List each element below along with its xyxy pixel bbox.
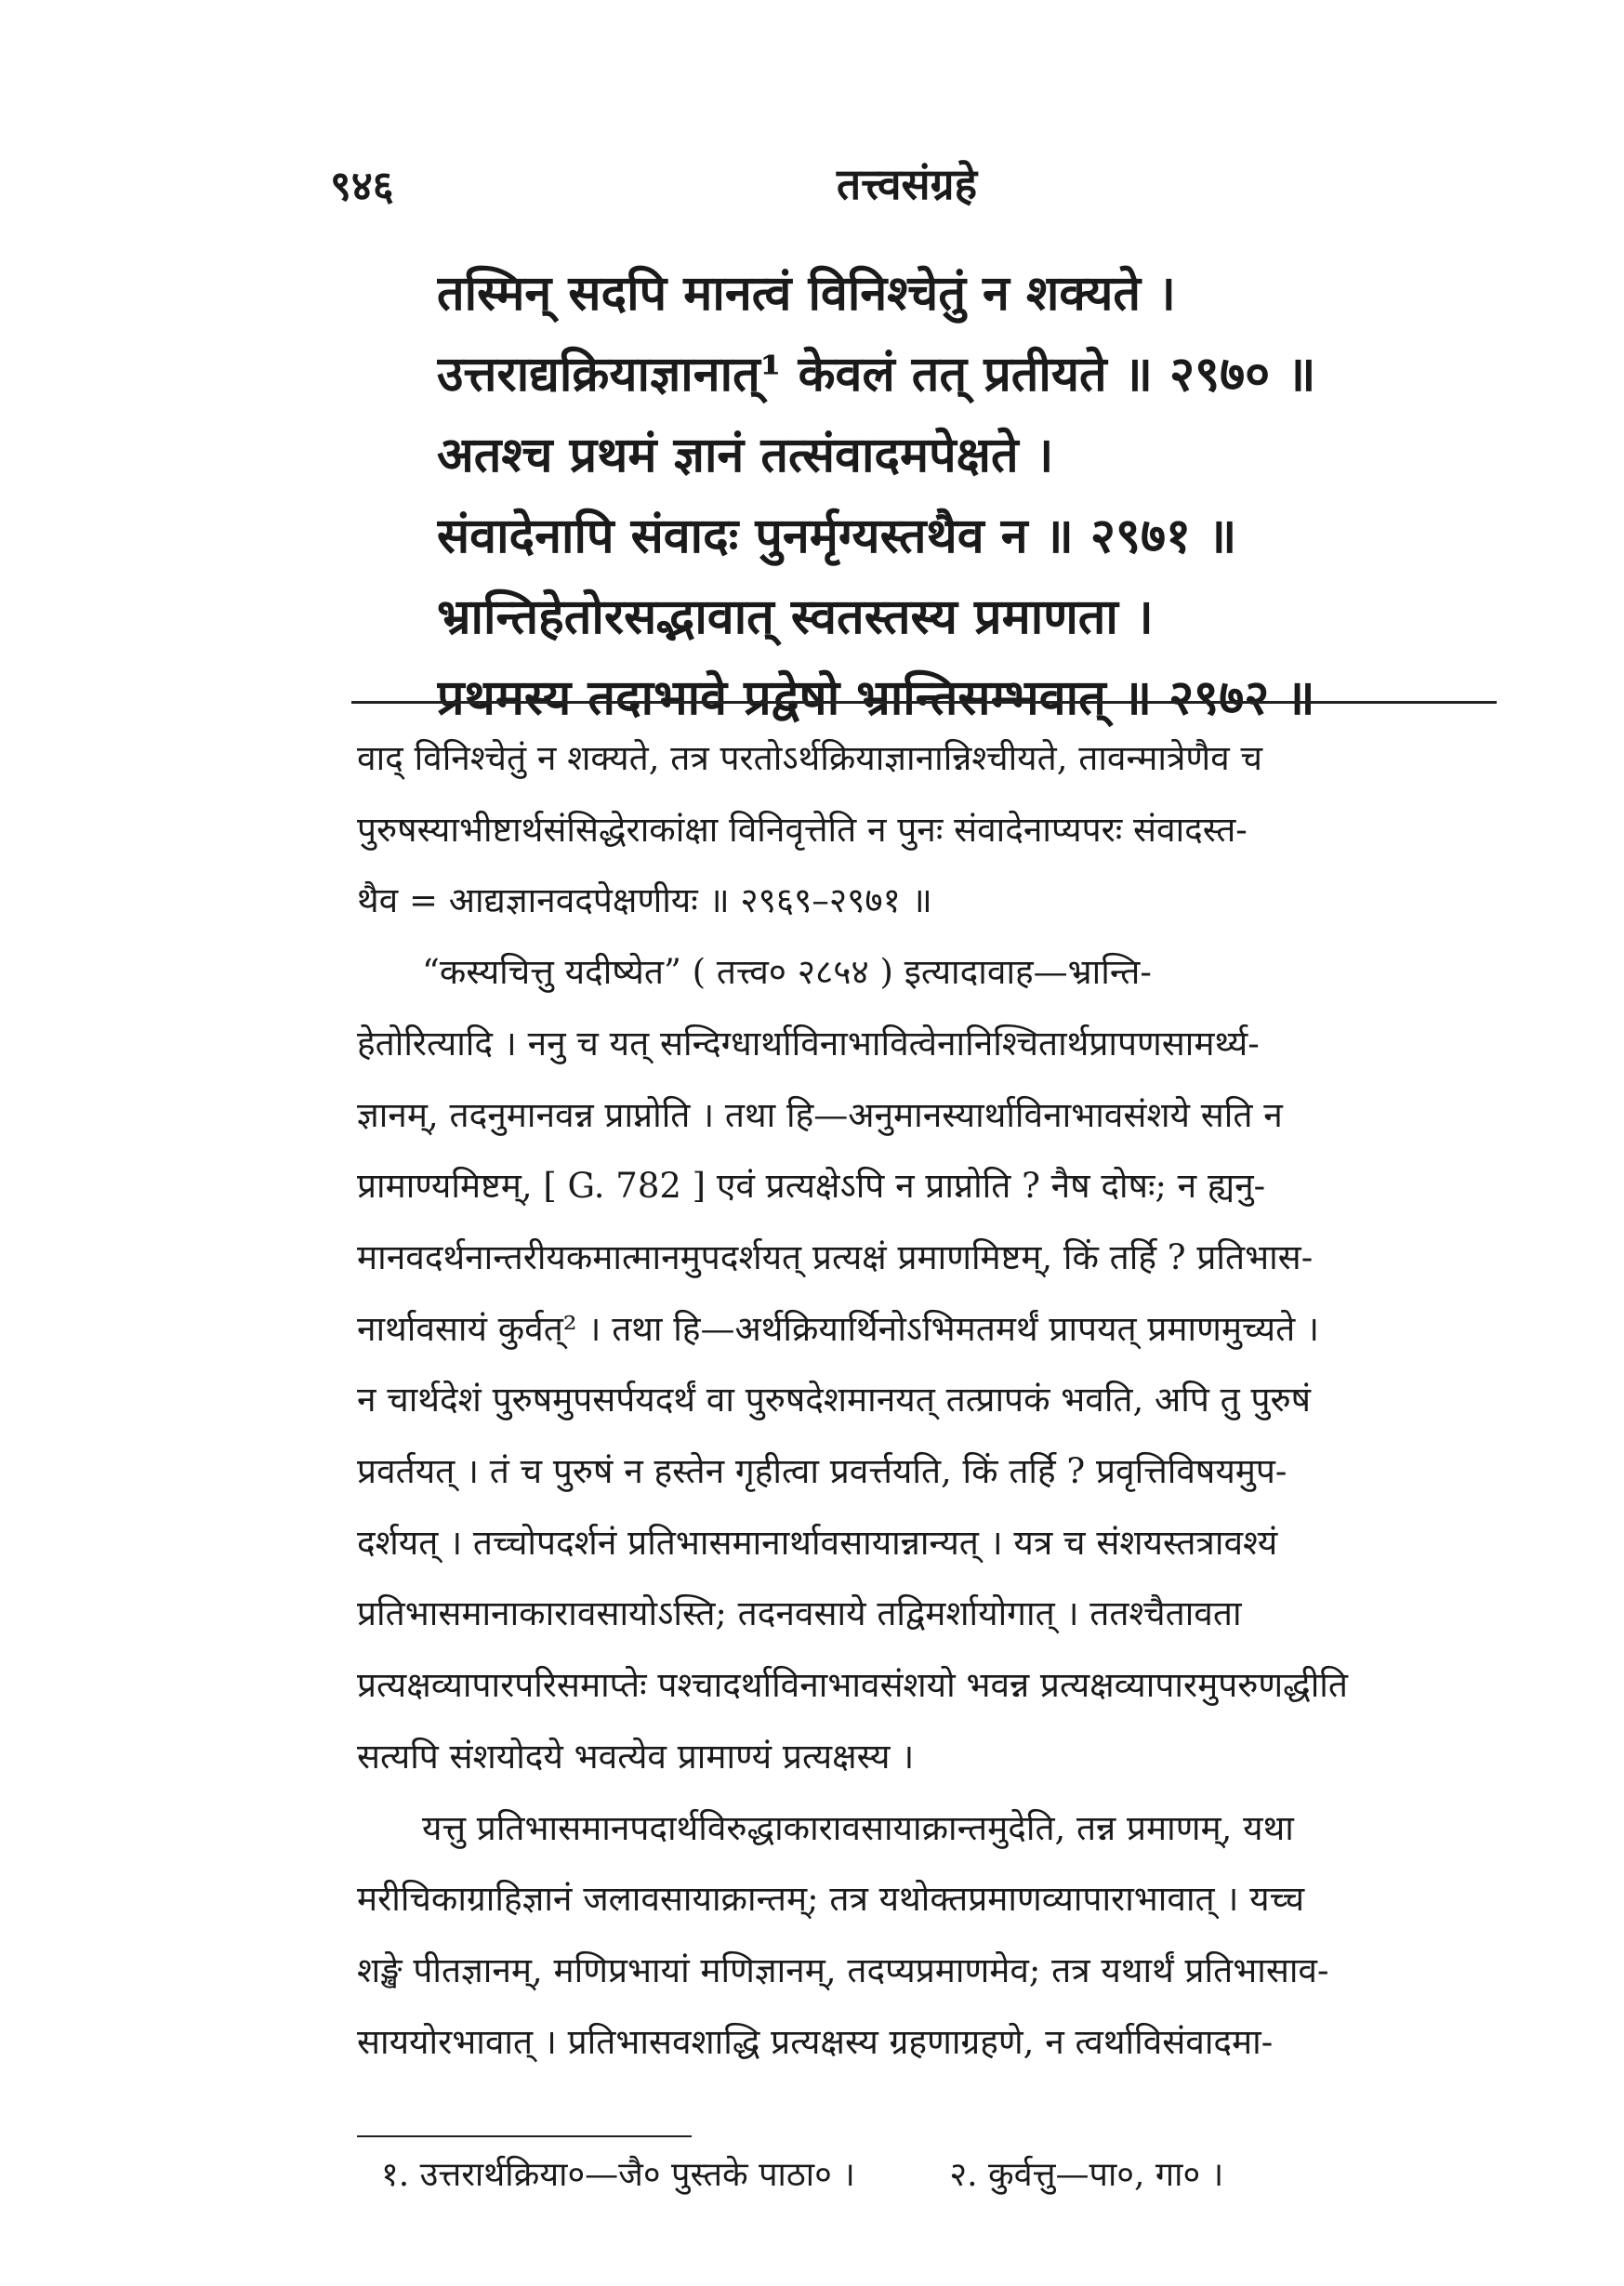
commentary-line: पुरुषस्याभीष्टार्थसंसिद्धेराकांक्षा विनिवृत्तेति न पुनः संवादेनाप्यपरः संवादस्त- [357, 809, 1248, 850]
verse-line: अतश्च प्रथमं ज्ञानं तत्संवादमपेक्षते । [437, 427, 1054, 483]
verse-line: प्रथमस्य तदाभावे प्रद्वेषो भ्रान्तिसम्भवात् ॥ २९७२ ॥ [437, 669, 1315, 726]
commentary-line: दर्शयत् । तच्चोपदर्शनं प्रतिभासमानार्थावसायान्नान्यत् । यत्र च संशयस्तत्रावश्यं [357, 1522, 1278, 1563]
commentary-line: थैव = आद्यज्ञानवदपेक्षणीयः ॥ २९६९–२९७१ ॥ [357, 880, 932, 921]
verse-separator-rule [351, 701, 1497, 704]
page-number: ९४६ [330, 163, 394, 210]
commentary-line: शङ्खे पीतज्ञानम्, मणिप्रभायां मणिज्ञानम्, तदप्यप्रमाणमेव; तत्र यथार्थं प्रतिभासाव- [357, 1949, 1329, 1990]
commentary-block [357, 723, 1519, 2078]
commentary-line: प्रामाण्यमिष्टम्, [ G. 782 ] एवं प्रत्यक्षेऽपि न प्राप्नोति ? नैष दोषः; न ह्यनु- [357, 1166, 1266, 1207]
footnote-2: २. कुर्वत्तु—पा०, गा० । [949, 2156, 1224, 2194]
commentary-line: प्रत्यक्षव्यापारपरिसमाप्तेः पश्चादर्थाविनाभावसंशयो भवन्न प्रत्यक्षव्यापारमुपरुणद्धीति [357, 1665, 1348, 1706]
commentary-line: मरीचिकाग्राहिज्ञानं जलावसायाक्रान्तम्; तत्र यथोक्तप्रमाणव्यापाराभावात् । यच्च [357, 1879, 1305, 1920]
commentary-line: वाद् विनिश्चेतुं न शक्यते, तत्र परतोऽर्थक्रियाज्ञानान्निश्चीयते, तावन्मात्रेणैव च [357, 738, 1262, 778]
commentary-line: सत्यपि संशयोदये भवत्येव प्रामाण्यं प्रत्यक्षस्य । [357, 1736, 915, 1777]
commentary-line: नार्थावसायं कुर्वत्² । तथा हि—अर्थक्रियार्थिनोऽभिमतमर्थं प्रापयत् प्रमाणमुच्यते । [357, 1308, 1319, 1349]
commentary-line: यत्तु प्रतिभासमानपदार्थविरुद्धाकारावसायाक्रान्तमुदेति, तन्न प्रमाणम्, यथा [422, 1807, 1294, 1848]
commentary-line: प्रतिभासमानाकारावसायोऽस्ति; तदनवसाये तद्विमर्शायोगात् । ततश्चैतावता [357, 1593, 1242, 1634]
footnotes [381, 2147, 1515, 2203]
verse-line: संवादेनापि संवादः पुनर्मृग्यस्तथैव न ॥ २९७१ ॥ [437, 508, 1237, 564]
commentary-line: मानवदर्थनान्तरीयकमात्मानमुपदर्शयत् प्रत्यक्षं प्रमाणमिष्टम्, किं तर्हि ? प्रतिभास- [357, 1236, 1314, 1277]
verse-line: उत्तराद्यक्रियाज्ञानात्¹ केवलं तत् प्रतीयते ॥ २९७० ॥ [437, 346, 1316, 403]
commentary-line: “कस्यचित्तु यदीष्येत” ( तत्त्व० २८५४ ) इत्यादावाह—भ्रान्ति- [422, 952, 1152, 993]
commentary-line: प्रवर्तयत् । तं च पुरुषं न हस्तेन गृहीत्वा प्रवर्त्तयति, किं तर्हि ? प्रवृत्तिविषयमुप- [357, 1451, 1287, 1492]
verse-block [437, 253, 1487, 738]
commentary-line: हेतोरित्यादि । ननु च यत् सन्दिग्धार्थाविनाभावित्वेनानिश्चितार्थप्रापणसामर्थ्य- [357, 1023, 1260, 1064]
verse-line: भ्रान्तिहेतोरसद्भावात् स्वतस्तस्य प्रमाणता । [437, 588, 1154, 645]
commentary-line: न चार्थदेशं पुरुषमुपसर्पयदर्थं वा पुरुषदेशमानयत् तत्प्रापकं भवति, अपि तु पुरुषं [357, 1380, 1312, 1420]
footnote-1: १. उत्तरार्थक्रिया०—जै० पुस्तके पाठा० । [381, 2156, 855, 2194]
verse-line: तस्मिन् सदपि मानत्वं विनिश्चेतुं न शक्यते । [437, 265, 1176, 322]
running-title: तत्त्वसंग्रहे [837, 159, 978, 209]
commentary-line: ज्ञानम्, तदनुमानवन्न प्राप्नोति । तथा हि—अनुमानस्यार्थाविनाभावसंशये सति न [357, 1094, 1283, 1135]
footnote-rule [357, 2135, 692, 2137]
commentary-line: साययोरभावात् । प्रतिभासवशाद्धि प्रत्यक्षस्य ग्रहणाग्रहणे, न त्वर्थाविसंवादमा- [357, 2021, 1274, 2062]
